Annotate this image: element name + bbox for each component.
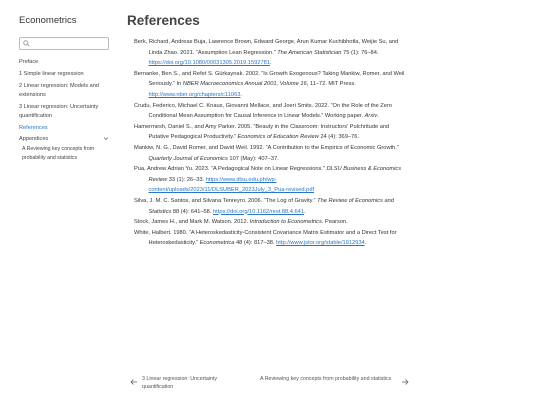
reference-entry bbox=[134, 143, 411, 164]
reference-link[interactable]: http://www.nber.org/chapters/c11063 bbox=[148, 91, 241, 98]
reference-source: The American Statistician bbox=[277, 49, 342, 56]
sidebar-item-appendices[interactable]: Appendices bbox=[19, 136, 49, 142]
sidebar-item-chapter-1[interactable]: 1 Simple linear regression bbox=[19, 71, 84, 77]
prev-page-label: 3 Linear regression: Uncertainty quantification bbox=[142, 376, 218, 390]
page-title: References bbox=[127, 13, 200, 28]
reference-source: NBER Macroeconomics Annual 2001, Volume 16 bbox=[182, 81, 307, 88]
reference-entry bbox=[134, 122, 411, 143]
sidebar-item-appendix-a[interactable]: A Reviewing key concepts from probability and statistics bbox=[22, 146, 95, 161]
reference-source: Introduction to Econometrics bbox=[249, 219, 322, 226]
chevron-down-icon[interactable] bbox=[103, 136, 109, 141]
reference-source: DLSU Business & Economics Review bbox=[148, 166, 402, 183]
reference-link[interactable]: https://doi.org/10.1162/rest.88.4.641 bbox=[213, 208, 304, 215]
reference-source: Quarterly Journal of Economics bbox=[148, 155, 228, 162]
sidebar bbox=[0, 0, 118, 405]
reference-text: White, Halbert. 1980. “A Heteroskedasticity-Consistent Covariance Matrix Estimator and a Direct Test for Heteroskedasticity.” bbox=[134, 229, 397, 247]
reference-details: . bbox=[377, 113, 379, 120]
reference-link[interactable]: http://www.jstor.org/stable/1912934 bbox=[276, 240, 365, 247]
reference-text: Hamermesh, Daniel S., and Amy Parker. 2005. “Beauty in the Classroom: Instructors’ Pulchritude and Putative Pedagogical Productivity.” bbox=[134, 123, 390, 141]
reference-details: . Pearson. bbox=[321, 219, 348, 226]
reference-details: 75 (1): 76–84. bbox=[341, 49, 379, 56]
reference-entry bbox=[134, 69, 411, 101]
reference-details: 33 (1): 26–33. bbox=[167, 176, 206, 183]
search-icon bbox=[23, 40, 30, 47]
reference-entry bbox=[134, 164, 411, 196]
reference-source: Economics of Education Review bbox=[237, 134, 319, 141]
reference-text: Bernanke, Ben S., and Refet S. Gürkaynak. 2002. “Is Growth Exogenous? Taking Mankiw, Romer, and Weil Seriously.” In bbox=[134, 70, 405, 88]
reference-end: . bbox=[303, 208, 306, 215]
reference-text: Stock, James H., and Mark M. Watson. 2012. bbox=[134, 219, 250, 226]
reference-end: . bbox=[364, 240, 367, 247]
reference-text: Pua, Andrew Adrian Yu. 2023. “A Pedagogical Note on Linear Regressions.” bbox=[134, 166, 327, 173]
reference-end: . bbox=[240, 91, 242, 98]
reference-source: The Review of Economics and Statistics bbox=[148, 197, 394, 215]
reference-source: Econometrica bbox=[199, 240, 235, 247]
reference-link[interactable]: https://doi.org/10.1080/00031305.2019.1592781 bbox=[148, 60, 270, 67]
site-title[interactable]: Econometrics bbox=[19, 15, 77, 26]
reference-text: Berk, Richard, Andreas Buja, Lawrence Brown, Edward George, Arun Kumar Kuchibhotla, Weijie Su, and Linda Zhao. 2021. “Assumption Lean Regression.” bbox=[134, 39, 399, 56]
reference-entry bbox=[134, 37, 411, 69]
arrow-left-icon bbox=[130, 379, 137, 385]
reference-text: Crudu, Federico, Michael C. Knaus, Giovanni Mellace, and Joeri Smits. 2022. “On the Role of the Zero Conditional Mean Assumption for Causal Inference in Linear Models.” Working paper. bbox=[134, 102, 392, 120]
reference-details: 48 (4): 817–38. bbox=[234, 240, 277, 247]
reference-details: 88 (4): 641–58. bbox=[171, 208, 214, 215]
reference-details: 107 (May): 407–37. bbox=[227, 155, 279, 162]
reference-end: . bbox=[269, 60, 272, 67]
arrow-right-icon bbox=[402, 379, 409, 385]
reference-text: Mankiw, N. G., David Romer, and David Weil. 1992. “A Contribution to the Empirics of Economic Growth.” bbox=[134, 144, 399, 151]
next-page-label: A Reviewing key concepts from probability and statistics bbox=[260, 376, 392, 382]
search-input[interactable] bbox=[19, 37, 109, 50]
reference-entry bbox=[134, 196, 411, 217]
reference-link[interactable]: https://www.dlsu.edu.ph/wp-content/uploads/2023/11/DLSUBER_2023July_3_Pua-revised.pdf bbox=[148, 176, 315, 194]
reference-entry bbox=[134, 228, 411, 249]
reference-source: Arxiv bbox=[364, 113, 378, 120]
sidebar-item-preface[interactable]: Preface bbox=[19, 59, 39, 65]
sidebar-item-references[interactable]: References bbox=[19, 125, 48, 131]
reference-text: Silva, J. M. C. Santos, and Silvana Tenreyro. 2006. “The Log of Gravity.” bbox=[134, 197, 318, 204]
reference-details: 24 (4): 369–76. bbox=[318, 134, 359, 141]
reference-entry bbox=[134, 101, 411, 122]
sidebar-item-chapter-3[interactable]: 3 Linear regression: Uncertainty quantification bbox=[19, 104, 99, 119]
sidebar-item-chapter-2[interactable]: 2 Linear regression: Models and extensions bbox=[19, 83, 99, 98]
reference-entry bbox=[134, 217, 411, 228]
references-list bbox=[134, 37, 411, 249]
reference-details: , 11–72. MIT Press. bbox=[306, 81, 356, 88]
